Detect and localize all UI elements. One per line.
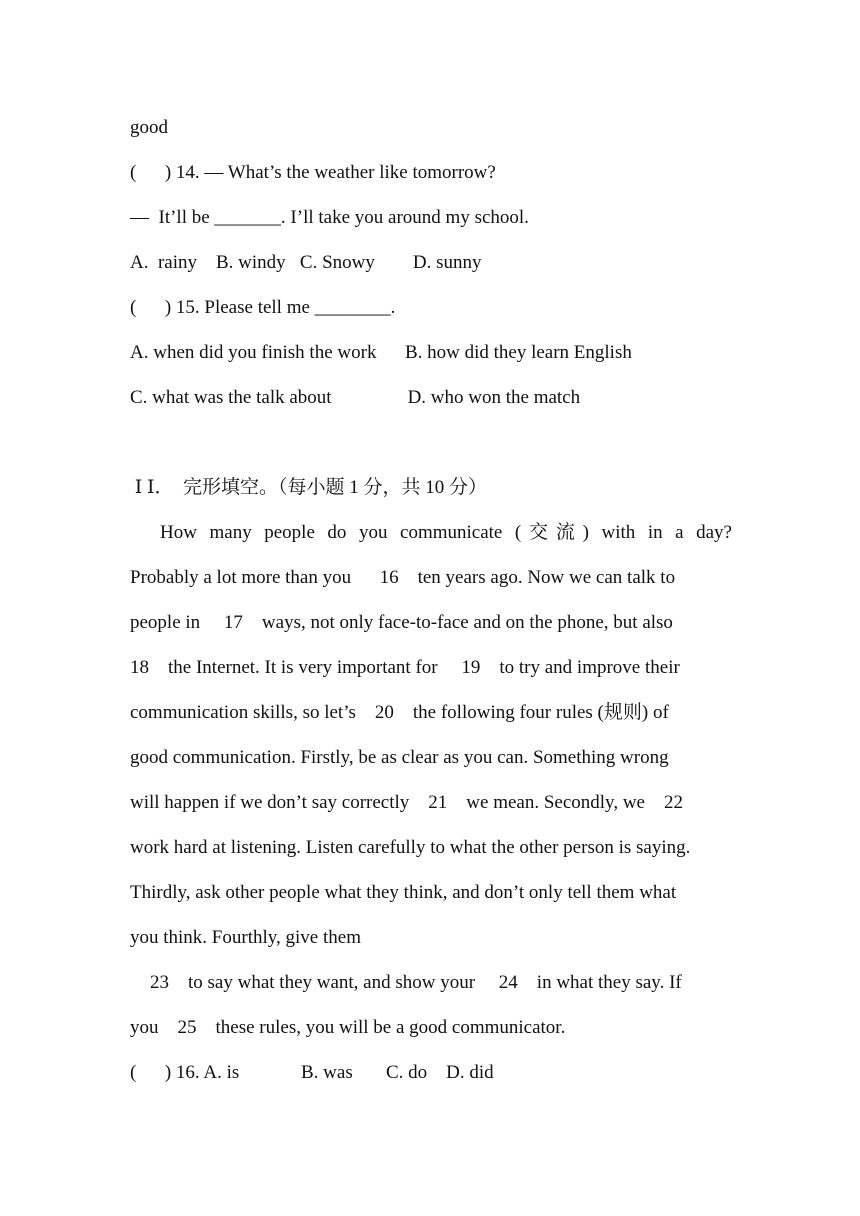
passage-line: Thirdly, ask other people what they think, and don’t only tell them what [130,882,677,903]
passage-line: 18 the Internet. It is very important for 19 to try and improve their [130,657,680,678]
text-line: good [130,117,168,138]
question-14: ( ) 14. — What’s the weather like tomorrow? [130,162,496,183]
passage-line: work hard at listening. Listen carefully to what the other person is saying. [130,837,691,858]
passage-line: communication skills, so let’s 20 the following four rules (规则) of [130,702,669,723]
passage-line: How many people do you communicate (交流) with in a day? [160,522,732,543]
passage-line: people in 17 ways, not only face-to-face and on the phone, but also [130,612,673,633]
passage-line: good communication. Firstly, be as clear as you can. Something wrong [130,747,669,768]
passage-line: you 25 these rules, you will be a good communicator. [130,1017,566,1038]
question-15-options-cd: C. what was the talk about D. who won the match [130,387,581,408]
question-16: ( ) 16. A. is B. was C. do D. did [130,1062,494,1083]
passage-line: Probably a lot more than you 16 ten years ago. Now we can talk to [130,567,676,588]
section-heading: Ⅰ Ⅰ． 完形填空。（每小题 1 分，共 10 分） [130,477,488,498]
passage-line: will happen if we don’t say correctly 21 we mean. Secondly, we 22 [130,792,683,813]
question-15-options-ab: A. when did you finish the work B. how did they learn English [130,342,632,363]
question-15: ( ) 15. Please tell me ________. [130,297,396,318]
question-14-options: A. rainy B. windy C. Snowy D. sunny [130,252,482,273]
passage-line: 23 to say what they want, and show your 24 in what they say. If [150,972,682,993]
question-14-prompt: — It’ll be _______. I’ll take you around my school. [130,207,529,228]
passage-line: you think. Fourthly, give them [130,927,361,948]
